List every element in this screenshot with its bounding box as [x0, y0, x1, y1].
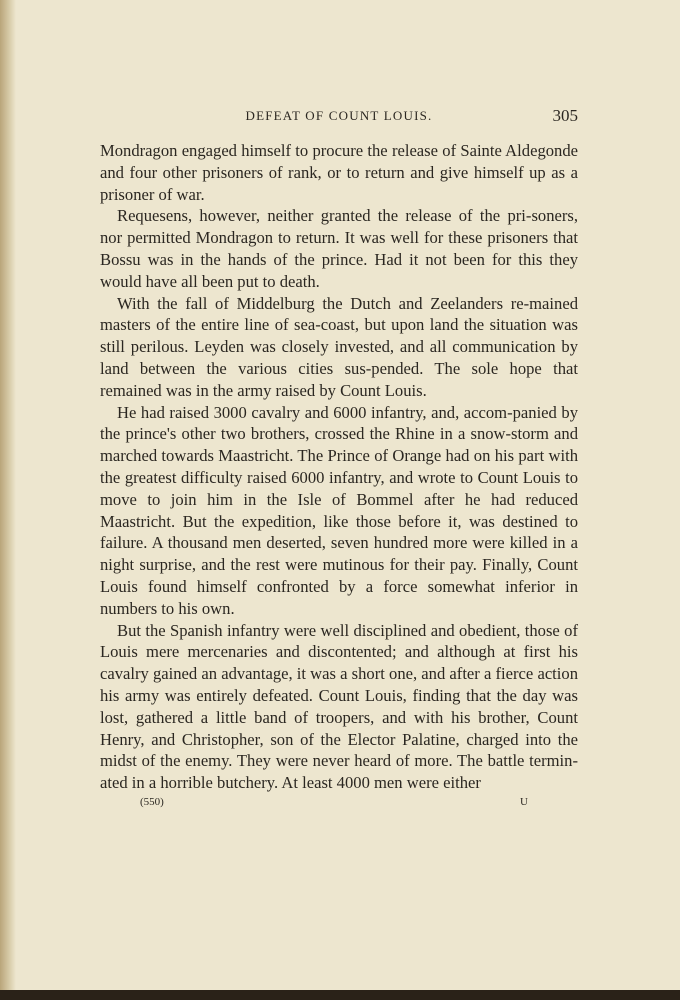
page-bottom-edge — [0, 990, 680, 1000]
running-head — [100, 108, 578, 128]
printer-signature: (550) — [140, 795, 164, 808]
book-binding-shadow — [0, 0, 16, 1000]
paragraph: But the Spanish infantry were well disciplined and obedient, those of Louis mere mercenaries and discontented; and although at first his cavalry gained an advantage, it was a short one, and after a fierce action his army was entirely defeated. Count Louis, finding that the day was lost, gathered a little band of troopers, and with his brother, Count Henry, and Christopher, son of the Elector Palatine, charged into the midst of the enemy. They were never heard of more. The battle termin-ated in a horrible butchery. At least 4000 men were either — [100, 620, 578, 793]
body-text — [100, 140, 578, 794]
paragraph: Requesens, however, neither granted the release of the pri-soners, nor permitted Mondragon to return. It was well for these prisoners that Bossu was in the hands of the prince. Had it not been for this they would have all been put to death. — [100, 206, 578, 291]
page-number: 305 — [552, 106, 578, 125]
paragraph: With the fall of Middelburg the Dutch and Zeelanders re-mained masters of the entire line of sea-coast, but upon land the situation was still perilous. Leyden was closely invested, and all communication by land between the various cities sus-pended. The sole hope that remained was in the army raised by Count Louis. — [100, 293, 578, 400]
signature-mark: U — [520, 795, 528, 808]
running-title: DEFEAT OF COUNT LOUIS. — [245, 108, 433, 123]
paragraph: He had raised 3000 cavalry and 6000 infantry, and, accom-panied by the prince's other two brothers, crossed the Rhine in a snow-storm and marched towards Maastricht. The Prince of Orange had on his part with the greatest difficulty raised 6000 infantry, and wrote to Count Louis to move to join him in the Isle of Bommel after he had reduced Maastricht. But the expedition, like those before it, was destined to failure. A thousand men deserted, seven hundred more were killed in a night surprise, and the rest were mutinous for their pay. Finally, Count Louis found himself confronted by a force somewhat inferior in numbers to his own. — [100, 402, 578, 618]
paragraph: Mondragon engaged himself to procure the release of Sainte Aldegonde and four other prisoners of rank, or to return and give himself up as a prisoner of war. — [100, 141, 578, 204]
page-footer — [100, 796, 578, 812]
book-page — [100, 108, 578, 812]
